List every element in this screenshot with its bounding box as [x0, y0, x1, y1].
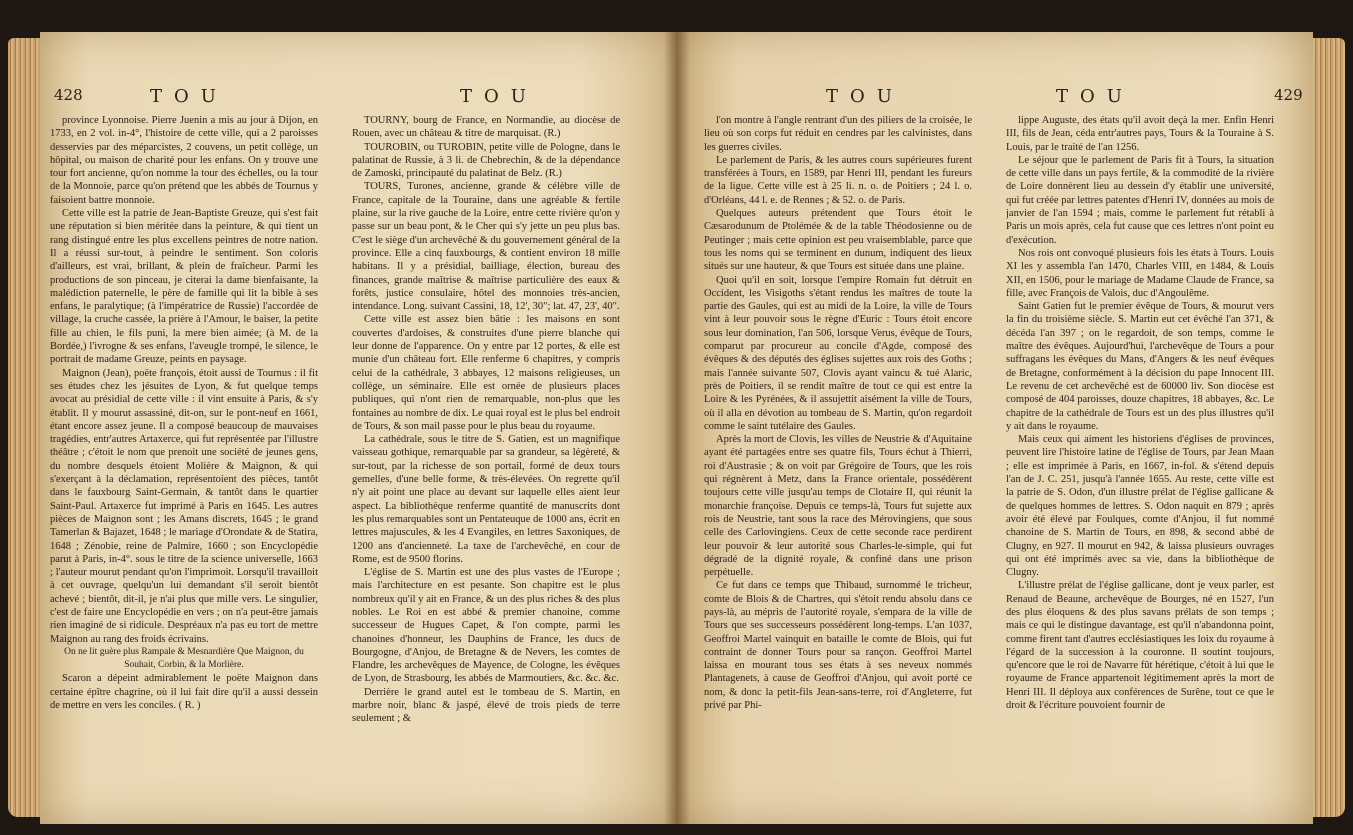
left-page [40, 32, 676, 824]
text-column-left-1 [50, 114, 318, 824]
paragraph: Cette ville est la patrie de Jean-Baptiste Greuze, qui s'est fait une réputation si bien méritée dans la peinture, & qui tient un rang distingué entre les plus excellens peintres de notre nation. Il a réussi sur-tout, à peindre le sentiment. Son coloris d'ailleurs, est vrai, brillant, & plein de fraîcheur. Parmi les productions de son pinceau, je citerai la dame bienfaisante, la malédiction paternelle, le père de famille qui lit la bible à ses enfans, le paralytique; (à l'impératrice de Russie) l'accordée de village, la cruche cassée, la prière à l'Amour, le baiser, la petite fille au chien, le fils puni, la mere bien aimée; (à M. de la Bordée,) l'ivrogne & ses enfans, l'aveugle trompé, le silence, le portrait de madame Greuze, peints en paysage. [50, 208, 318, 366]
page-number-right: 429 [1274, 86, 1303, 104]
text-column-right-1 [704, 114, 972, 824]
paragraph: Saint Gatien fut le premier évêque de Tours, & mourut vers la fin du troisième siècle. S. Martin eut cet évêché l'an 371, & décéda l'an 397 ; on le regardoit, de son temps, comme le maître des évêques. Aujourd'hui, l'archevêque de Tours a pour suffragans les évêques du Mans, d'Angers & les neuf évêques de Bretagne, conformément à la décision du pape Innocent III. Le revenu de cet archevêché est de 60000 liv. Son diocèse est composé de 404 paroisses, douze chapitres, 18 abbayes, &c. Le chapitre de la cathédrale de Tours est un des plus illustres qu'il y ait dans le royaume. [1006, 301, 1274, 432]
paragraph: Le parlement de Paris, & les autres cours supérieures furent transférées à Tours, en 1589, par Henri III, pendant les fureurs de la ligue. Cette ville est à 25 li. n. o. de Poitiers ; 24 l. o. d'Orléans, 44 l. e. de Rennes ; & 52. o. de Paris. [704, 154, 972, 206]
paragraph: L'illustre prélat de l'église gallicane, dont je veux parler, est Renaud de Beaune, archevêque de Bourges, né en 1527, l'un des plus éloquens & des plus savans prélats de son temps ; mais ce qui le distingue davantage, est qu'il n'abandonna point, comme firent tant d'autres ecclésiastiques les loix du royaume à l'égard de la succession à la couronne. Il soutint toujours, qu'encore que le roi de Navarre fût hérétique, c'étoit à lui que le royaume de France appartenoit légitimement après la mort de Henri III. Il déploya aux conférences de Surêne, tout ce que le droit & l'écriture pouvoient fournir de [1006, 580, 1274, 712]
paragraph: Après la mort de Clovis, les villes de Neustrie & d'Aquitaine ayant été partagées entre ses quatre fils, Tours échut à Thierri, roi d'Austrasie ; & on voit par Grégoire de Tours, que les rois qui régnèrent à Metz, dans la France orientale, possédèrent toujours cette ville jusqu'au temps de Clotaire II, qui réunit la monarchie françoise. Depuis ce temps-là, Tours fut sujette aux rois de Neustrie, tant sous la race des Mérovingiens, que sous celle des Carlovingiens. Ceux de cette seconde race perdirent leur pouvoir & leur autorité sous Charles-le-simple, qui fut dégradé de la dignité royale, & confiné dans une prison perpétuelle. [704, 434, 972, 579]
text-column-right-2 [1006, 114, 1274, 824]
paragraph: Le séjour que le parlement de Paris fit à Tours, la situation de cette ville dans un pays fertile, & la commodité de la rivière de Loire donnèrent lieu au dessein d'y établir une université, qui fut créée par lettres patentes d'Henri IV, données au mois de janvier de l'an 1594 ; mais, comme le parlement fut rétabli à Paris un mois après, cela fut cause que ces lettres n'ont point eu d'exécution. [1006, 154, 1274, 246]
page-number-left: 428 [54, 86, 83, 104]
paragraph: l'on montre à l'angle rentrant d'un des piliers de la croisée, le lieu où son corps fut réduit en cendres par les calvinistes, dans les guerres civiles. [704, 115, 972, 153]
running-head-right-2: TOU [1056, 86, 1134, 107]
paragraph: Derrière le grand autel est le tombeau de S. Martin, en marbre noir, blanc & jaspé, élevé de trois pieds de terre seulement ; & [352, 686, 620, 725]
running-head-left-1: TOU [150, 86, 228, 107]
paragraph: Quelques auteurs prétendent que Tours étoit le Cæsarodunum de Ptolémée & de la table Théodosienne ou de Peutinger ; mais cette opinion est peu vraisemblable, parce que tous les noms qui se terminent en dunum, indiquent des lieux situés sur une hauteur, & que Tours est située dans une plaine. [704, 208, 972, 273]
paragraph: Cette ville est assez bien bâtie : les maisons en sont couvertes d'ardoises, & construites d'une pierre blanche qui leur donne de l'apparence. On y entre par 12 portes, & elle est munie d'un château fort. Elle renferme 6 chapitres, y compris celui de la cathédrale, 3 abbayes, 12 maisons religieuses, un collège, un séminaire. Elle est ornée de plusieurs places publiques, qui n'ont rien de remarquable, non-plus que les fontaines au nombre de dix. Le quai royal est le plus bel endroit de Tours, & son mail passe pour le plus beau du royaume. [352, 314, 620, 432]
paragraph: Scaron a dépeint admirablement le poëte Maignon dans certaine épître chagrine, où il lui fait dire qu'il a aussi dessein de mettre en vers les conciles. ( R. ) [50, 673, 318, 712]
paragraph: TOURS, Turones, ancienne, grande & célèbre ville de France, capitale de la Touraine, dans une agréable & fertile plaine, sur la rive gauche de la Loire, entre cette rivière qu'on y passe sur un beau pont, & le Cher qui s'y jette un peu plus bas. C'est le siège d'un archevêché & du gouvernement général de la province. Elle a cinq fauxbourgs, & contient environ 18 mille habitans. Il y a présidial, bailliage, élection, bureau des finances, grande maîtrise & maîtrise particulière des eaux & forêts, justice consulaire, hôtel des monnoies très-ancien, intendance. Long. suivant Cassini, 18, 12', 30"; lat. 47, 23', 40". [352, 181, 620, 313]
paragraph: TOURNY, bourg de France, en Normandie, au diocèse de Rouen, avec un château & titre de marquisat. (R.) [352, 115, 620, 140]
paragraph: Nos rois ont convoqué plusieurs fois les états à Tours. Louis XI les y assembla l'an 1470, Charles VIII, en 1484, & Louis XII, en 1506, pour le mariage de Madame Claude de France, sa fille, avec François de Valois, duc d'Angoulême. [1006, 247, 1274, 299]
paragraph: L'église de S. Martin est une des plus vastes de l'Europe ; mais l'architecture en est pesante. Son chapitre est le plus nombreux qu'il y ait en France, & un des plus riches & des plus nobles. Le Roi en est abbé & premier chanoine, comme successeur de Hugues Capet, & l'on compte, parmi les chanoines d'honneur, les Dauphins de France, les ducs de Bourgogne, d'Anjou, de Bretagne & de Nevers, les comtes de Flandre, les archevêques de Mayence, de Cologne, les évêques de Lyon, de Strasbourg, les abbés de Marmoutiers, &c. &c. &c. [352, 567, 620, 685]
right-page [676, 32, 1313, 824]
paragraph: Ce fut dans ce temps que Thibaud, surnommé le tricheur, comte de Blois & de Chartres, qui s'étoit rendu absolu dans ce pays-là, au mépris de l'autorité royale, s'empara de la ville de Tours que ses successeurs possédèrent long-temps. L'an 1037, Geoffroi Martel vainquit en bataille le comte de Blois, qui fut contraint de donner Tours pour sa rançon. Geoffroi Martel laissa en mourant tous ses états à ses neveux nommés Plantagenets, à cause de Geoffroi d'Anjou, qui avoit porté ce nom, & donc la petit-fils Jean-sans-terre, roi d'Angleterre, fut privé par Phi- [704, 580, 972, 712]
paragraph: Mais ceux qui aiment les historiens d'églises de provinces, peuvent lire l'histoire latine de l'église de Tours, par Jean Maan ; elle est imprimée à Paris, en 1667, in-fol. & s'étend depuis l'an de J. C. 251, jusqu'à l'année 1655. Au reste, cette ville est la patrie de S. Odon, d'un illustre prélat de l'église gallicane & de quelques hommes de lettres. S. Odon naquit en 879 ; après avoir été élevé par Foulques, comte d'Anjou, il fut nommé chanoine de S. Martin de Tours, en 898, & second abbé de Clugny, en 927. Il mourut en 942, & laissa plusieurs ouvrages qui ont été imprimés avec sa vie, dans la bibliothèque de Clugny. [1006, 434, 1274, 579]
book-edge-right [1313, 38, 1345, 817]
verse-quote: On ne lit guère plus Rampale & Mesnardière Que Maignon, du Souhait, Corbin, & la Morlière. [64, 646, 304, 671]
book-edge-left [8, 38, 42, 817]
paragraph: La cathédrale, sous le titre de S. Gatien, est un magnifique vaisseau gothique, remarquable par sa grandeur, sa légèreté, & sur-tout, par la richesse de son portail, formé de deux tours gemelles, d'une belle forme, & très-élevées. On regrette qu'il n'y ait point une place au devant sur laquelle elles aient leur aspect. La bibliothèque renferme quantité de manuscrits dont les plus remarquables sont un Pentateuque de 1000 ans, écrit en lettres majuscules, & les 4 Evangiles, en lettres Saxoniques, de 1200 ans d'ancienneté. La taxe de l'archevêché, en cour de Rome, est de 9500 florins. [352, 434, 620, 565]
paragraph: Quoi qu'il en soit, lorsque l'empire Romain fut détruit en Occident, les Visigoths s'étant rendus les maîtres de toute la partie des Gaules, qui est au midi de la Loire, la ville de Tours vint à leur pouvoir sous le règne d'Euric : Tours étoit encore sous leur domination, l'an 506, lorsque Verus, évêque de Tours, comparut par procureur au concile d'Agde, composé des évêques & des députés des églises sujettes aux rois des Goths ; mais l'année suivante 507, Clovis ayant vaincu & tué Alaric, près de Poitiers, il se rendit maître de tout ce qui est entre la Loire & les Pyrénées, & il assujettit aisément la ville de Tours, où il alla en dévotion au tombeau de S. Martin, qu'on regardoit comme le saint tutélaire des Gaules. [704, 274, 972, 432]
running-head-right-1: TOU [826, 86, 904, 107]
paragraph: province Lyonnoise. Pierre Juenin a mis au jour à Dijon, en 1733, en 2 vol. in-4°, l'histoire de cette ville, qui a 2 paroisses desservies par des méparcistes, 2 couvens, un petit collège, un hôpital, ou maison de charité pour les enfans. On y trouve une tour fort ancienne, qu'on nomme la tour des échelles, ou la tour de la Monnoie, parce qu'on prétend que les abbés de Tournus y faisoient battre monnoie. [50, 115, 318, 206]
running-head-left-2: TOU [460, 86, 538, 107]
paragraph: TOUROBIN, ou TUROBIN, petite ville de Pologne, dans le palatinat de Russie, à 3 li. de Chebrechin, & de la dépendance de Zamoski, principauté du palatinat de Belz. (R.) [352, 141, 620, 180]
paragraph: lippe Auguste, des états qu'il avoit deçà la mer. Enfin Henri III, fils de Jean, céda entr'autres pays, Tours & la Touraine à S. Louis, par le traité de l'an 1256. [1006, 115, 1274, 153]
text-column-left-2 [352, 114, 620, 824]
paragraph: Maignon (Jean), poëte françois, étoit aussi de Tournus : il fit ses études chez les jésuites de Lyon, & fut quelque temps avocat au présidial de cette ville : il vint ensuite à Paris, & s'y établit. Il y mourut assassiné, dit-on, sur le pont-neuf en 1661, étant encore assez jeune. Il a composé beaucoup de mauvaises tragédies, entr'autres Artaxerce, qui fut représentée par l'illustre théâtre ; c'étoit le nom que prenoit une société de jeunes gens, du nombre desquels étoient Molière & Maignon, & qui s'exerçant à la déclamation, représentoient des pièces, tantôt dans le fauxbourg Saint-Germain, & tantôt dans le quartier Saint-Paul. Artaxerce fut imprimé à Paris en 1645. Les autres pièces de Maignon sont ; les Amans discrets, 1645 ; le grand Tamerlan & Bajazet, 1648 ; le mariage d'Orondate & de Statira, 1648 ; Zénobie, reine de Palmire, 1660 ; son Encyclopédie parut à Paris, in-4°. sous le titre de la science universelle, 1663 ; l'auteur mourut pendant qu'on l'imprimoit. Lorsqu'il travailloit à cet ouvrage, quelqu'un lui demandant s'il seroit bientôt achevé ; bientôt, dit-il, je n'ai plus que mille vers. Le singulier, c'est de faire une Encyclopédie en vers ; on n'a peut-être jamais rien imaginé de si ridicule. Despréaux n'a pas eu tort de mettre Maignon au rang des froids écrivains. [50, 367, 318, 645]
